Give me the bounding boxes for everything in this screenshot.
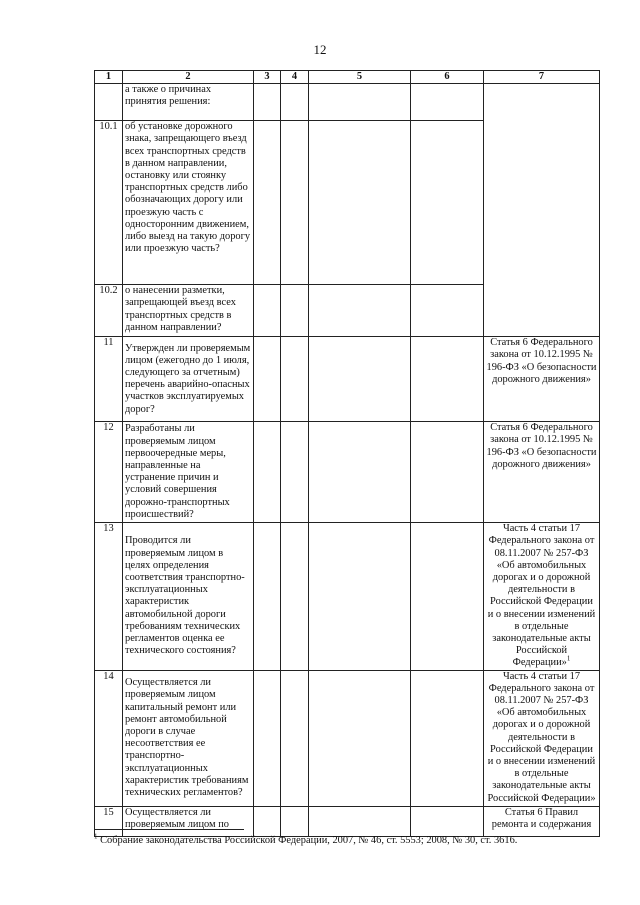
column-header-7: 7: [484, 71, 600, 84]
footnote-text: Собрание законодательства Российской Федерации, 2007, № 46, ст. 5553; 2008, № 30, ст. 3616.: [97, 835, 518, 846]
table-row: [95, 806, 600, 836]
row-cell-yes: [254, 121, 281, 285]
row-cell-6: [411, 422, 484, 523]
row-reference-text: Часть 4 статьи 17 Федерального закона от 08.11.2007 № 257-ФЗ «Об автомобильных дорогах и о дорожной деятельности в Российской Федерации и о внесении изменений в отдельные законодательные акты Российской Федерации»: [487, 523, 596, 669]
column-header-4: 4: [281, 71, 309, 84]
row-cell-yes: [254, 285, 281, 337]
row-question: Утвержден ли проверяемым лицом (ежегодно до 1 июля, следующего за отчетным) перечень аварийно-опасных участков эксплуатируемых дорог?: [123, 337, 254, 422]
row-cell-no: [281, 670, 309, 806]
row-cell-6: [411, 121, 484, 285]
row-question: о нанесении разметки, запрещающей въезд всех транспортных средств в данном направлении?: [123, 285, 254, 337]
row-reference: Статья 6 Правил ремонта и содержания: [484, 806, 600, 836]
row-number: 15: [95, 806, 123, 836]
row-cell-5: [309, 84, 411, 121]
row-question: Осуществляется ли проверяемым лицом по: [123, 806, 254, 836]
row-reference: Часть 4 статьи 17 Федерального закона от 08.11.2007 № 257-ФЗ «Об автомобильных дорогах и о дорожной деятельности в Российской Федерации и о внесении изменений в отдельные законодательные акты Российской Федерации»: [484, 670, 600, 806]
row-cell-6: [411, 670, 484, 806]
page-number: 12: [313, 42, 327, 57]
table-row: [95, 422, 600, 523]
column-header-5: 5: [309, 71, 411, 84]
table-row: [95, 523, 600, 670]
row-cell-yes: [254, 806, 281, 836]
row-reference: [484, 523, 600, 670]
row-reference: Статья 6 Федерального закона от 10.12.1995 № 196-ФЗ «О безопасности дорожного движения»: [484, 337, 600, 422]
row-question: Осуществляется ли проверяемым лицом капитальный ремонт или ремонт автомобильной дороги в случае несоответствия ее транспортно-эксплуатационных характеристик требованиям технических регламентов?: [123, 670, 254, 806]
column-header-3: 3: [254, 71, 281, 84]
row-cell-no: [281, 422, 309, 523]
row-number: 12: [95, 422, 123, 523]
row-cell-yes: [254, 523, 281, 670]
row-cell-5: [309, 806, 411, 836]
row-cell-6: [411, 806, 484, 836]
row-number: 10.2: [95, 285, 123, 337]
table-row: [95, 670, 600, 806]
row-cell-6: [411, 285, 484, 337]
column-header-1: 1: [95, 71, 123, 84]
row-question: Проводится ли проверяемым лицом в целях определения соответствия транспортно-эксплуатационных характеристик автомобильной дороги требованиям технических регламентов оценка ее технического состояния?: [123, 523, 254, 670]
row-number: 10.1: [95, 121, 123, 285]
row-cell-5: [309, 285, 411, 337]
row-question: Разработаны ли проверяемым лицом первоочередные меры, направленные на устранение причин и условий совершения дорожно-транспортных происшествий?: [123, 422, 254, 523]
row-cell-6: [411, 523, 484, 670]
row-cell-no: [281, 84, 309, 121]
row-reference: [484, 84, 600, 337]
footnote-mark: 1: [94, 832, 98, 841]
table-row: [95, 337, 600, 422]
row-cell-yes: [254, 337, 281, 422]
footnote-divider: [94, 829, 244, 830]
table-row: [95, 84, 600, 121]
row-question: а также о причинах принятия решения:: [123, 84, 254, 121]
row-cell-6: [411, 337, 484, 422]
row-number: 14: [95, 670, 123, 806]
row-cell-yes: [254, 84, 281, 121]
footnote: [94, 832, 614, 847]
row-question: об установке дорожного знака, запрещающего въезд всех транспортных средств в данном направлении, остановку или стоянку транспортных средств либо обозначающих дорогу или проезжую часть с односторонним движением, либо выезд на такую дорогу или проезжую часть?: [123, 121, 254, 285]
column-header-2: 2: [123, 71, 254, 84]
row-cell-no: [281, 121, 309, 285]
row-cell-no: [281, 337, 309, 422]
row-cell-5: [309, 121, 411, 285]
row-cell-5: [309, 422, 411, 523]
row-cell-yes: [254, 670, 281, 806]
row-cell-6: [411, 84, 484, 121]
row-cell-no: [281, 806, 309, 836]
row-cell-yes: [254, 422, 281, 523]
footnote-reference-mark: 1: [566, 654, 571, 663]
header-row: [95, 71, 600, 84]
row-cell-5: [309, 670, 411, 806]
checklist-table: [94, 70, 600, 837]
row-cell-5: [309, 337, 411, 422]
row-cell-no: [281, 285, 309, 337]
column-header-6: 6: [411, 71, 484, 84]
row-cell-no: [281, 523, 309, 670]
row-number: 13: [95, 523, 123, 670]
row-reference: Статья 6 Федерального закона от 10.12.1995 № 196-ФЗ «О безопасности дорожного движения»: [484, 422, 600, 523]
row-number: 11: [95, 337, 123, 422]
row-cell-5: [309, 523, 411, 670]
row-number: [95, 84, 123, 121]
